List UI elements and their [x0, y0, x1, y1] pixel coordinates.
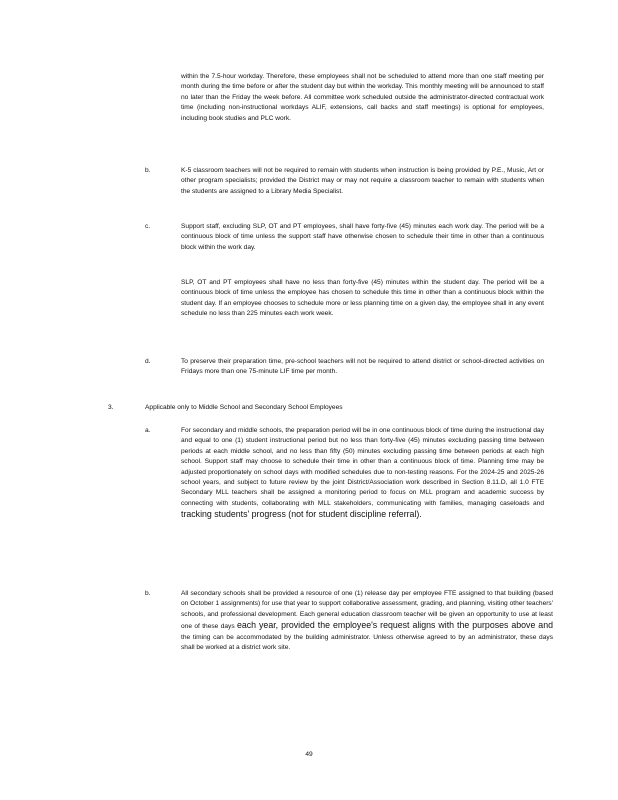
item-d-label: d. [145, 358, 151, 365]
item-c-text: Support staff, excluding SLP, OT and PT employees, shall have forty-five (45) minutes each work day. The period will be a continuous block of time unless the support staff have otherwise chosen to schedule their time in other than a continuous block within the work day. [181, 223, 544, 251]
item-b-text: K-5 classroom teachers will not be required to remain with students when instruction is being provided by P.E., Music, Art or other program specialists; provided the District may or may not require a classroom teacher to remain with students when the students are assigned to a Library Media Specialist. [181, 167, 544, 195]
section-3-item-b-body-post: the timing can be accommodated by the building administrator. Unless otherwise agreed to by an administrator, these days shall be worked at a district work site. [181, 633, 553, 652]
section-3-item-b-label: b. [145, 590, 151, 597]
section-3-item-a-tail: tracking students' progress (not for student discipline referral). [181, 509, 422, 520]
section-3-number: 3. [108, 404, 114, 411]
item-c-subparagraph: SLP, OT and PT employees shall have no less than forty-five (45) minutes within the student day. The period will be a continuous block of time unless the employee has chosen to schedule this time in other than a continuous block within the student day. If an employee chooses to schedule more or less planning time on a given day, the employee shall in any event schedule no less than 225 minutes each work week. [181, 279, 544, 318]
section-3-item-b-body-pre: All secondary schools shall be provided a resource of one (1) release day per employee FTE assigned to that building (based on October 1 assignments) for use that year to support collaborative assessment, grading, and planning, visiting other teachers' schools, and professional development. Each general education classroom teacher will be given an opportunity to use at least one of these days [181, 590, 553, 631]
section-3-item-a-body: For secondary and middle schools, the preparation period will be in one continuous block of time during the instructional day and equal to one (1) student instructional period but no less than forty-five (45) minutes excluding passing time between periods at each middle school, and no less than fifty (50) minutes excluding passing time between periods at each high school. Support staff may choose to schedule their time in other than a continuous block of time. Planning time may be adjusted proportionately on school days with modified schedules due to non-testing reasons. For the 2024-25 and 2025-26 school years, and subject to future review by the joint District/Association work described in Section 8.11.D, all 1.0 FTE Secondary MLL teachers shall be assigned a monitoring period to focus on MLL program and academic success by connecting with students, collaborating with MLL stakeholders, communicating with families, managing caseloads and [181, 427, 544, 507]
page-number: 49 [305, 751, 313, 758]
section-3-item-b-text [181, 589, 553, 653]
item-d-text: To preserve their preparation time, pre-school teachers will not be required to attend district or school-directed activities on Fridays more than one 75-minute LIF time per month. [181, 358, 544, 376]
section-3-item-a-label: a. [145, 427, 151, 434]
section-3-item-b-big-line: each year, provided the employee's request aligns with the purposes above and [236, 620, 553, 631]
continuation-paragraph: within the 7.5-hour workday. Therefore, these employees shall not be scheduled to attend more than one staff meeting per month during the time before or after the student day but within the workday. This monthly meeting will be announced to staff no later than the Friday the week before. All committee work scheduled outside the administrator-directed contractual work time (including non-instructional workdays ALIF, extensions, call backs and staff meetings) is optional for employees, including book studies and PLC work. [181, 73, 544, 122]
section-3-title: Applicable only to Middle School and Secondary School Employees [145, 404, 343, 411]
item-b-label: b. [145, 167, 151, 174]
item-c-label: c. [145, 223, 151, 230]
section-3-item-a-text [181, 426, 544, 522]
